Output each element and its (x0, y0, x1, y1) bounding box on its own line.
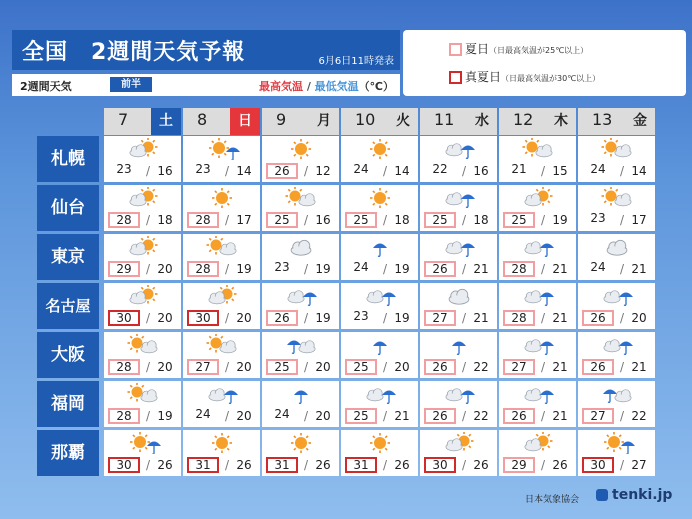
forecast-cell (578, 185, 655, 231)
temp-separator: / (540, 164, 546, 178)
day-number: 7 (118, 110, 129, 129)
min-temp: 22 (473, 409, 489, 423)
temp-separator: / (303, 458, 309, 472)
max-temp: 28 (108, 359, 140, 375)
min-temp: 27 (631, 458, 647, 472)
organization-name: 日本気象協会 (525, 495, 580, 505)
min-temp: 19 (394, 311, 410, 325)
forecast-cell (499, 185, 576, 231)
temp-separator: / (224, 262, 230, 276)
temp-separator: / (224, 360, 230, 374)
forecast-cell (262, 234, 339, 280)
forecast-cell (341, 332, 418, 378)
cloud-sun-icon (439, 432, 479, 454)
temperature-legend (259, 78, 394, 94)
sun-icon (281, 432, 321, 454)
forecast-cell (341, 283, 418, 329)
temp-separator: / (303, 409, 309, 423)
forecast-cell (104, 185, 181, 231)
forecast-cell (341, 430, 418, 476)
max-temp: 31 (345, 457, 377, 473)
temp-separator: / (382, 360, 388, 374)
temp-separator: / (303, 164, 309, 178)
temp-separator: / (145, 458, 151, 472)
max-temp: 27 (187, 359, 219, 375)
city-label: 福岡 (37, 381, 99, 427)
temp-separator: / (382, 262, 388, 276)
temp-separator: / (540, 311, 546, 325)
sun-rain-icon (597, 432, 637, 454)
min-temp: 14 (394, 164, 410, 178)
summer-day-legend (449, 40, 588, 57)
day-number: 8 (197, 110, 208, 129)
day-number: 11 (434, 110, 455, 129)
min-temp: 15 (552, 164, 568, 178)
max-temp: 24 (195, 407, 211, 421)
weekday-label: 木 (554, 113, 568, 129)
day-number: 12 (513, 110, 534, 129)
temp-separator: / (540, 360, 546, 374)
max-temp: 26 (503, 408, 535, 424)
unit-label: （℃） (358, 80, 394, 93)
sun-cloud-icon (123, 334, 163, 356)
max-temp: 25 (345, 212, 377, 228)
header (12, 30, 400, 70)
max-temp: 28 (187, 261, 219, 277)
temp-separator: / (619, 458, 625, 472)
forecast-cell (104, 283, 181, 329)
max-temp: 26 (266, 310, 298, 326)
max-temp: 24 (274, 407, 290, 421)
max-temp: 24 (590, 260, 606, 274)
max-temp: 28 (108, 408, 140, 424)
temp-separator: / (224, 311, 230, 325)
min-temp: 20 (157, 262, 173, 276)
max-temp: 24 (353, 260, 369, 274)
forecast-cell (183, 381, 260, 427)
day-header (341, 108, 418, 135)
min-temp: 17 (631, 213, 647, 227)
forecast-cell (420, 234, 497, 280)
max-temp: 25 (266, 359, 298, 375)
min-temp: 20 (157, 311, 173, 325)
max-temp: 29 (108, 261, 140, 277)
cloud-rain-icon (439, 138, 479, 160)
sun-cloud-icon (202, 334, 242, 356)
day-header (578, 108, 655, 135)
forecast-cell (341, 185, 418, 231)
temp-separator: / (145, 164, 151, 178)
cloud-rain-icon (518, 334, 558, 356)
sun-icon (360, 187, 400, 209)
min-temp-label: 最低気温 (314, 80, 359, 93)
issued-time: 6月6日11時発表 (318, 56, 394, 67)
min-temp: 19 (236, 262, 252, 276)
min-temp: 19 (552, 213, 568, 227)
min-temp: 20 (157, 360, 173, 374)
min-temp: 26 (473, 458, 489, 472)
temp-separator: / (303, 360, 309, 374)
max-temp: 21 (511, 162, 527, 176)
cloud-icon (597, 236, 637, 258)
sun-rain-icon (123, 432, 163, 454)
min-temp: 26 (394, 458, 410, 472)
forecast-cell (499, 283, 576, 329)
min-temp: 26 (157, 458, 173, 472)
temp-separator: / (619, 360, 625, 374)
temp-separator: / (461, 458, 467, 472)
forecast-cell (578, 283, 655, 329)
logo-mark-icon (596, 489, 608, 501)
cloud-sun-icon (202, 285, 242, 307)
forecast-cell (578, 381, 655, 427)
max-temp: 26 (582, 310, 614, 326)
sun-cloud-icon (597, 187, 637, 209)
tenki-logo (596, 487, 672, 503)
forecast-cell (262, 381, 339, 427)
city-label: 名古屋 (37, 283, 99, 329)
min-temp: 21 (473, 262, 489, 276)
cloud-rain-icon (360, 285, 400, 307)
cloud-rain-icon (202, 383, 242, 405)
sun-icon (202, 432, 242, 454)
min-temp: 19 (315, 311, 331, 325)
midsummer-day-legend (449, 68, 600, 85)
forecast-cell (578, 430, 655, 476)
min-temp: 21 (631, 262, 647, 276)
weekday-label: 日 (230, 108, 260, 135)
min-temp: 20 (236, 409, 252, 423)
min-temp: 21 (552, 409, 568, 423)
forecast-cell (262, 332, 339, 378)
city-label: 札幌 (37, 136, 99, 182)
min-temp: 16 (473, 164, 489, 178)
min-temp: 17 (236, 213, 252, 227)
forecast-cell (499, 430, 576, 476)
max-temp: 26 (424, 408, 456, 424)
weekday-label: 月 (317, 113, 331, 129)
period-badge: 前半 (110, 77, 152, 92)
forecast-cell (578, 234, 655, 280)
min-temp: 20 (315, 409, 331, 423)
temp-separator: / (224, 164, 230, 178)
heat-legend (403, 30, 686, 96)
max-temp: 29 (503, 457, 535, 473)
sun-icon (281, 138, 321, 160)
max-temp: 26 (266, 163, 298, 179)
temp-separator: / (461, 360, 467, 374)
temp-separator: / (619, 311, 625, 325)
temp-separator: / (461, 262, 467, 276)
forecast-cell (499, 332, 576, 378)
min-temp: 12 (315, 164, 331, 178)
temp-separator: / (145, 311, 151, 325)
temp-separator: / (145, 409, 151, 423)
sun-cloud-icon (597, 138, 637, 160)
max-temp: 30 (187, 310, 219, 326)
max-temp: 26 (582, 359, 614, 375)
min-temp: 21 (473, 311, 489, 325)
cloud-sun-icon (123, 138, 163, 160)
temp-separator: / (619, 213, 625, 227)
forecast-cell (499, 136, 576, 182)
summer-day-note: （日最高気温が25℃以上） (489, 46, 589, 55)
forecast-cell (262, 430, 339, 476)
max-temp: 25 (424, 212, 456, 228)
summer-day-swatch (449, 43, 462, 56)
min-temp: 20 (394, 360, 410, 374)
min-temp: 14 (236, 164, 252, 178)
temp-separator: / (145, 262, 151, 276)
temp-separator: / (224, 409, 230, 423)
temp-separator: / (303, 311, 309, 325)
max-temp: 22 (432, 162, 448, 176)
temp-separator: / (382, 213, 388, 227)
forecast-cell (499, 381, 576, 427)
min-temp: 18 (394, 213, 410, 227)
min-temp: 14 (631, 164, 647, 178)
forecast-cell (578, 136, 655, 182)
temp-separator: / (382, 164, 388, 178)
temp-separator: / (461, 409, 467, 423)
forecast-cell (262, 185, 339, 231)
forecast-cell (104, 136, 181, 182)
city-label: 那覇 (37, 430, 99, 476)
max-temp: 23 (590, 211, 606, 225)
forecast-cell (183, 185, 260, 231)
max-temp: 24 (590, 162, 606, 176)
sun-rain-icon (202, 138, 242, 160)
sun-icon (202, 187, 242, 209)
sun-cloud-icon (518, 138, 558, 160)
forecast-cell (420, 332, 497, 378)
midsummer-day-note: （日最高気温が30℃以上） (501, 74, 601, 83)
logo-text: tenki.jp (612, 487, 673, 503)
temp-separator: / (540, 458, 546, 472)
legend-slash: / (302, 80, 315, 93)
forecast-cell (183, 332, 260, 378)
rain-icon (439, 334, 479, 356)
day-header (499, 108, 576, 135)
min-temp: 20 (315, 360, 331, 374)
min-temp: 21 (552, 360, 568, 374)
cloud-rain-icon (360, 383, 400, 405)
max-temp: 25 (345, 408, 377, 424)
min-temp: 18 (473, 213, 489, 227)
max-temp: 27 (582, 408, 614, 424)
min-temp: 26 (552, 458, 568, 472)
max-temp: 28 (187, 212, 219, 228)
forecast-cell (420, 381, 497, 427)
max-temp: 25 (503, 212, 535, 228)
sun-icon (360, 138, 400, 160)
max-temp: 30 (108, 310, 140, 326)
min-temp: 22 (473, 360, 489, 374)
temp-separator: / (145, 213, 151, 227)
day-header (104, 108, 181, 135)
city-label: 東京 (37, 234, 99, 280)
max-temp: 30 (582, 457, 614, 473)
temp-separator: / (303, 213, 309, 227)
weekday-label: 土 (151, 108, 181, 135)
rain-cloud-icon (597, 383, 637, 405)
temp-separator: / (224, 458, 230, 472)
temp-separator: / (540, 262, 546, 276)
sun-cloud-icon (281, 187, 321, 209)
max-temp: 28 (503, 261, 535, 277)
city-label: 大阪 (37, 332, 99, 378)
day-number: 9 (276, 110, 287, 129)
cloud-rain-icon (281, 285, 321, 307)
sun-cloud-icon (202, 236, 242, 258)
temp-separator: / (461, 164, 467, 178)
sun-icon (360, 432, 400, 454)
forecast-cell (578, 332, 655, 378)
min-temp: 26 (236, 458, 252, 472)
cloud-rain-icon (518, 383, 558, 405)
temp-separator: / (461, 213, 467, 227)
max-temp: 30 (108, 457, 140, 473)
temp-separator: / (382, 311, 388, 325)
rain-icon (360, 236, 400, 258)
day-number: 13 (592, 110, 613, 129)
min-temp: 26 (315, 458, 331, 472)
max-temp: 24 (353, 162, 369, 176)
cloud-rain-icon (518, 236, 558, 258)
cloud-sun-icon (518, 432, 558, 454)
day-header (183, 108, 260, 135)
forecast-cell (104, 430, 181, 476)
max-temp: 25 (345, 359, 377, 375)
min-temp: 16 (157, 164, 173, 178)
forecast-cell (183, 283, 260, 329)
temp-separator: / (224, 213, 230, 227)
forecast-cell (183, 234, 260, 280)
forecast-cell (420, 185, 497, 231)
forecast-cell (341, 136, 418, 182)
min-temp: 21 (552, 311, 568, 325)
rain-cloud-icon (281, 334, 321, 356)
min-temp: 18 (157, 213, 173, 227)
forecast-grid (37, 108, 655, 485)
temp-separator: / (619, 164, 625, 178)
day-number: 10 (355, 110, 376, 129)
forecast-cell (183, 136, 260, 182)
forecast-cell (420, 136, 497, 182)
min-temp: 16 (315, 213, 331, 227)
weekday-label: 金 (633, 113, 647, 129)
temp-separator: / (540, 213, 546, 227)
temp-separator: / (619, 262, 625, 276)
cloud-sun-icon (123, 285, 163, 307)
forecast-cell (420, 283, 497, 329)
temp-separator: / (382, 458, 388, 472)
forecast-cell (262, 283, 339, 329)
cloud-rain-icon (439, 187, 479, 209)
min-temp: 19 (394, 262, 410, 276)
temp-separator: / (382, 409, 388, 423)
min-temp: 20 (236, 311, 252, 325)
max-temp: 26 (424, 359, 456, 375)
max-temp: 30 (424, 457, 456, 473)
sun-cloud-icon (123, 383, 163, 405)
forecast-cell (104, 381, 181, 427)
midsummer-day-swatch (449, 71, 462, 84)
min-temp: 20 (631, 311, 647, 325)
max-temp: 31 (187, 457, 219, 473)
max-temp: 23 (274, 260, 290, 274)
temp-separator: / (540, 409, 546, 423)
temp-separator: / (145, 360, 151, 374)
day-header (262, 108, 339, 135)
forecast-cell (341, 381, 418, 427)
max-temp: 25 (266, 212, 298, 228)
forecast-cell (183, 430, 260, 476)
rain-icon (360, 334, 400, 356)
min-temp: 21 (631, 360, 647, 374)
cloud-icon (439, 285, 479, 307)
cloud-sun-icon (518, 187, 558, 209)
min-temp: 19 (315, 262, 331, 276)
forecast-cell (104, 234, 181, 280)
summer-day-label: 夏日 (465, 42, 490, 56)
max-temp: 23 (116, 162, 132, 176)
temp-separator: / (303, 262, 309, 276)
forecast-cell (262, 136, 339, 182)
forecast-cell (104, 332, 181, 378)
cloud-rain-icon (439, 383, 479, 405)
min-temp: 19 (157, 409, 173, 423)
cloud-rain-icon (597, 285, 637, 307)
forecast-cell (499, 234, 576, 280)
sub-header (12, 74, 400, 96)
cloud-icon (281, 236, 321, 258)
cloud-sun-icon (123, 187, 163, 209)
city-label: 仙台 (37, 185, 99, 231)
midsummer-day-label: 真夏日 (465, 70, 502, 84)
min-temp: 21 (394, 409, 410, 423)
forecast-type-label: 2週間天気 (20, 80, 72, 93)
cloud-sun-icon (123, 236, 163, 258)
max-temp: 27 (424, 310, 456, 326)
min-temp: 22 (631, 409, 647, 423)
max-temp: 23 (353, 309, 369, 323)
cloud-rain-icon (518, 285, 558, 307)
max-temp: 28 (503, 310, 535, 326)
min-temp: 21 (552, 262, 568, 276)
weekday-label: 水 (475, 113, 489, 129)
max-temp: 28 (108, 212, 140, 228)
day-header (420, 108, 497, 135)
max-temp: 23 (195, 162, 211, 176)
max-temp-label: 最高気温 (258, 80, 303, 93)
page-title: 全国 2週間天気予報 (22, 40, 246, 65)
temp-separator: / (619, 409, 625, 423)
forecast-cell (420, 430, 497, 476)
min-temp: 20 (236, 360, 252, 374)
cloud-rain-icon (439, 236, 479, 258)
max-temp: 26 (424, 261, 456, 277)
max-temp: 31 (266, 457, 298, 473)
temp-separator: / (461, 311, 467, 325)
rain-icon (281, 383, 321, 405)
forecast-cell (341, 234, 418, 280)
max-temp: 27 (503, 359, 535, 375)
weekday-label: 火 (396, 113, 410, 129)
cloud-rain-icon (597, 334, 637, 356)
